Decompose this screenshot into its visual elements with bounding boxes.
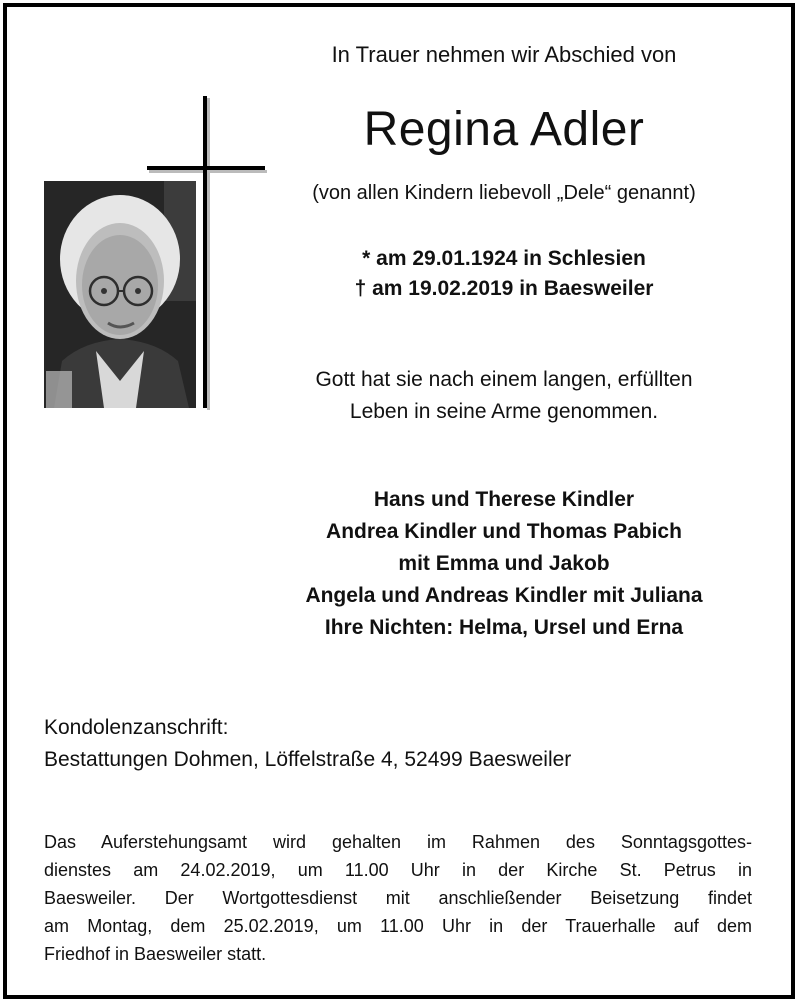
notice-line: am Montag, dem 25.02.2019, um 11.00 Uhr in der Trauerhalle auf dem (44, 916, 752, 936)
death-date: † am 19.02.2019 in Baesweiler (354, 277, 654, 300)
portrait-illustration (44, 181, 196, 408)
condolence-address (44, 712, 571, 776)
mourners-list (200, 484, 796, 644)
notice-line: dienstes am 24.02.2019, um 11.00 Uhr in der Kirche St. Petrus in (44, 860, 752, 880)
nickname: (von allen Kindern liebevoll „Dele“ genannt) (312, 182, 696, 204)
notice-line: Friedhof in Baesweiler statt. (44, 944, 267, 964)
mourner-line: Andrea Kindler und Thomas Pabich (326, 520, 682, 543)
deceased-name: Regina Adler (363, 103, 645, 156)
quote-line: Leben in seine Arme genommen. (349, 400, 659, 423)
portrait-photo (44, 181, 196, 408)
cross-icon (203, 96, 207, 408)
birth-date: * am 29.01.1924 in Schlesien (362, 247, 646, 270)
quote-line: Gott hat sie nach einem langen, erfüllten (315, 368, 693, 391)
notice-line: Baesweiler. Der Wortgottesdienst mit anschließender Beisetzung findet (44, 888, 752, 908)
memorial-quote (236, 364, 772, 428)
intro-text: In Trauer nehmen wir Abschied von (331, 42, 677, 67)
condolence-label: Kondolenzanschrift: (44, 716, 229, 739)
mourner-line: Ihre Nichten: Helma, Ursel und Erna (324, 616, 684, 639)
cross-icon (147, 166, 265, 170)
life-dates (236, 244, 772, 304)
notice-line: Das Auferstehungsamt wird gehalten im Rahmen des Sonntagsgottes- (44, 832, 752, 852)
condolence-address-line: Bestattungen Dohmen, Löffelstraße 4, 52499 Baesweiler (44, 748, 572, 771)
service-notice (44, 828, 752, 968)
mourner-line: mit Emma und Jakob (398, 552, 610, 575)
mourner-line: Angela und Andreas Kindler mit Juliana (305, 584, 703, 607)
cross-shadow (207, 98, 210, 410)
mourner-line: Hans und Therese Kindler (373, 488, 635, 511)
cross-shadow (149, 170, 267, 173)
